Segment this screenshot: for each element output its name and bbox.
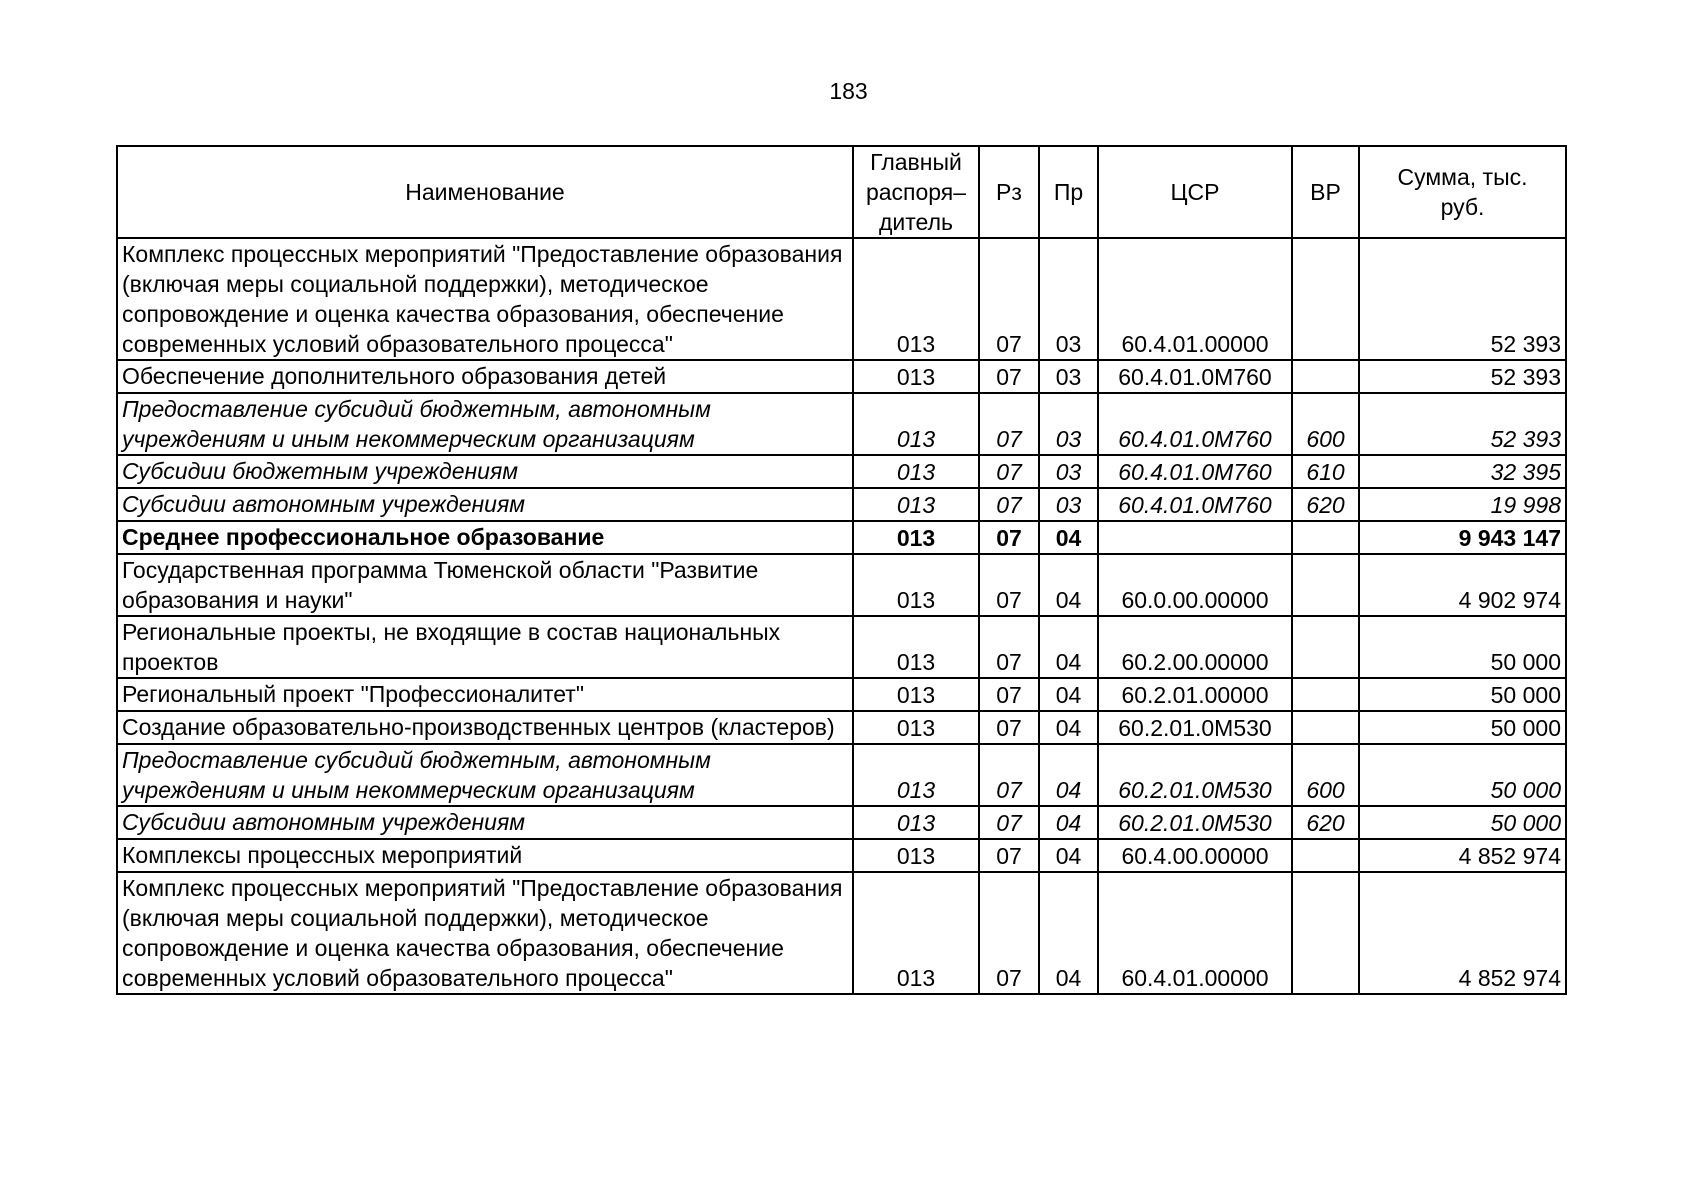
cell-sum: 4 902 974: [1359, 554, 1566, 616]
cell-main-manager: 013: [853, 554, 979, 616]
cell-vr: 600: [1292, 744, 1359, 806]
page-number: 183: [829, 78, 868, 104]
cell-name: Среднее профессиональное образование: [117, 521, 853, 554]
cell-vr: [1292, 839, 1359, 872]
table-row: [117, 521, 1566, 554]
cell-csr: 60.0.00.00000: [1098, 554, 1292, 616]
table-row: [117, 554, 1566, 616]
cell-main-manager: 013: [853, 678, 979, 711]
cell-sum: 4 852 974: [1359, 839, 1566, 872]
cell-pr: 04: [1039, 839, 1098, 872]
cell-rz: 07: [979, 872, 1039, 994]
cell-vr: 600: [1292, 393, 1359, 455]
cell-rz: 07: [979, 238, 1039, 360]
table-row: [117, 393, 1566, 455]
cell-csr: 60.4.01.0М760: [1098, 360, 1292, 393]
header-pr: Пр: [1039, 146, 1098, 238]
cell-pr: 04: [1039, 678, 1098, 711]
cell-name: Создание образовательно-производственных центров (кластеров): [117, 711, 853, 744]
cell-vr: [1292, 872, 1359, 994]
cell-name: Обеспечение дополнительного образования детей: [117, 360, 853, 393]
table-header-row: [117, 146, 1566, 238]
cell-name: Предоставление субсидий бюджетным, автономным учреждениям и иным некоммерческим организациям: [117, 393, 853, 455]
table-row: [117, 360, 1566, 393]
cell-rz: 07: [979, 521, 1039, 554]
cell-main-manager: 013: [853, 711, 979, 744]
cell-vr: 620: [1292, 806, 1359, 839]
cell-sum: 50 000: [1359, 616, 1566, 678]
cell-rz: 07: [979, 678, 1039, 711]
cell-pr: 03: [1039, 360, 1098, 393]
cell-pr: 04: [1039, 711, 1098, 744]
cell-name: Комплекс процессных мероприятий "Предоставление образования (включая меры социальной поддержки), методическое сопровождение и оценка качества образования, обеспечение современных условий образовательного процесса": [117, 238, 853, 360]
table-row: [117, 806, 1566, 839]
cell-main-manager: 013: [853, 488, 979, 521]
cell-rz: 07: [979, 616, 1039, 678]
cell-rz: 07: [979, 393, 1039, 455]
cell-main-manager: 013: [853, 238, 979, 360]
table-row: [117, 488, 1566, 521]
cell-main-manager: 013: [853, 393, 979, 455]
cell-main-manager: 013: [853, 616, 979, 678]
cell-vr: [1292, 616, 1359, 678]
table-row: [117, 455, 1566, 488]
cell-sum: 50 000: [1359, 711, 1566, 744]
cell-csr: 60.2.01.00000: [1098, 678, 1292, 711]
cell-sum: 19 998: [1359, 488, 1566, 521]
cell-sum: 50 000: [1359, 806, 1566, 839]
cell-vr: [1292, 521, 1359, 554]
cell-sum: 9 943 147: [1359, 521, 1566, 554]
cell-name: Субсидии бюджетным учреждениям: [117, 455, 853, 488]
cell-pr: 04: [1039, 806, 1098, 839]
cell-main-manager: 013: [853, 521, 979, 554]
header-csr: ЦСР: [1098, 146, 1292, 238]
cell-rz: 07: [979, 744, 1039, 806]
cell-name: Субсидии автономным учреждениям: [117, 806, 853, 839]
cell-pr: 04: [1039, 554, 1098, 616]
table-row: [117, 872, 1566, 994]
table-row: [117, 238, 1566, 360]
table-row: [117, 678, 1566, 711]
cell-csr: 60.4.01.00000: [1098, 238, 1292, 360]
cell-rz: 07: [979, 806, 1039, 839]
cell-csr: 60.4.01.0М760: [1098, 455, 1292, 488]
cell-csr: 60.2.00.00000: [1098, 616, 1292, 678]
table-row: [117, 839, 1566, 872]
cell-rz: 07: [979, 711, 1039, 744]
cell-main-manager: 013: [853, 360, 979, 393]
cell-main-manager: 013: [853, 806, 979, 839]
cell-pr: 03: [1039, 393, 1098, 455]
cell-pr: 04: [1039, 616, 1098, 678]
budget-table: [116, 145, 1567, 995]
cell-csr: 60.2.01.0М530: [1098, 711, 1292, 744]
cell-main-manager: 013: [853, 839, 979, 872]
cell-main-manager: 013: [853, 455, 979, 488]
cell-sum: 52 393: [1359, 393, 1566, 455]
cell-name: Субсидии автономным учреждениям: [117, 488, 853, 521]
cell-rz: 07: [979, 839, 1039, 872]
cell-name: Государственная программа Тюменской области "Развитие образования и науки": [117, 554, 853, 616]
cell-sum: 50 000: [1359, 678, 1566, 711]
cell-name: Региональный проект "Профессионалитет": [117, 678, 853, 711]
cell-name: Комплексы процессных мероприятий: [117, 839, 853, 872]
header-main-manager: Главный распоря–дитель: [853, 146, 979, 238]
cell-rz: 07: [979, 455, 1039, 488]
cell-sum: 50 000: [1359, 744, 1566, 806]
cell-pr: 04: [1039, 872, 1098, 994]
cell-sum: 4 852 974: [1359, 872, 1566, 994]
header-rz: Рз: [979, 146, 1039, 238]
cell-sum: 52 393: [1359, 238, 1566, 360]
cell-vr: [1292, 360, 1359, 393]
cell-vr: [1292, 678, 1359, 711]
cell-csr: 60.2.01.0М530: [1098, 806, 1292, 839]
cell-main-manager: 013: [853, 872, 979, 994]
cell-pr: 03: [1039, 488, 1098, 521]
cell-pr: 03: [1039, 455, 1098, 488]
header-vr: ВР: [1292, 146, 1359, 238]
cell-vr: [1292, 711, 1359, 744]
header-sum: Сумма, тыс. руб.: [1359, 146, 1566, 238]
cell-rz: 07: [979, 488, 1039, 521]
cell-vr: [1292, 238, 1359, 360]
cell-name: Региональные проекты, не входящие в состав национальных проектов: [117, 616, 853, 678]
cell-pr: 03: [1039, 238, 1098, 360]
cell-pr: 04: [1039, 744, 1098, 806]
cell-vr: 620: [1292, 488, 1359, 521]
cell-name: Комплекс процессных мероприятий "Предоставление образования (включая меры социальной поддержки), методическое сопровождение и оценка качества образования, обеспечение современных условий образовательного процесса": [117, 872, 853, 994]
cell-rz: 07: [979, 360, 1039, 393]
table-row: [117, 616, 1566, 678]
cell-csr: 60.4.01.0М760: [1098, 488, 1292, 521]
cell-main-manager: 013: [853, 744, 979, 806]
cell-csr: 60.4.01.00000: [1098, 872, 1292, 994]
cell-csr: 60.4.01.0М760: [1098, 393, 1292, 455]
cell-csr: 60.4.00.00000: [1098, 839, 1292, 872]
cell-rz: 07: [979, 554, 1039, 616]
cell-vr: [1292, 554, 1359, 616]
cell-csr: [1098, 521, 1292, 554]
table-body: [117, 238, 1566, 994]
cell-vr: 610: [1292, 455, 1359, 488]
cell-csr: 60.2.01.0М530: [1098, 744, 1292, 806]
cell-sum: 32 395: [1359, 455, 1566, 488]
table-row: [117, 711, 1566, 744]
table-row: [117, 744, 1566, 806]
cell-pr: 04: [1039, 521, 1098, 554]
header-name: Наименование: [117, 146, 853, 238]
cell-name: Предоставление субсидий бюджетным, автономным учреждениям и иным некоммерческим организациям: [117, 744, 853, 806]
cell-sum: 52 393: [1359, 360, 1566, 393]
